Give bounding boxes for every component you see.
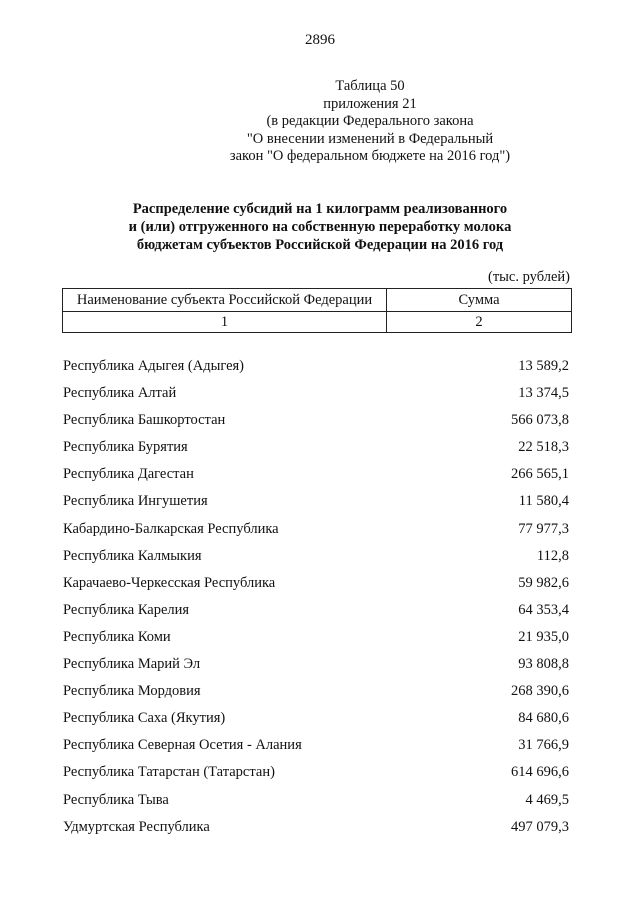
table-row (63, 759, 569, 786)
subsidy-amount: 497 079,3 (511, 818, 569, 835)
table-row (63, 597, 569, 624)
table-row (63, 380, 569, 407)
table-row (63, 705, 569, 732)
table-row (63, 624, 569, 651)
region-name: Республика Мордовия (63, 683, 201, 700)
region-name: Республика Татарстан (Татарстан) (63, 764, 275, 781)
region-name: Республика Алтай (63, 385, 177, 402)
region-name: Республика Башкортостан (63, 412, 226, 429)
subsidy-amount: 21 935,0 (518, 628, 569, 645)
subsidy-amount: 77 977,3 (518, 520, 569, 537)
table-header (62, 288, 572, 333)
table-body (63, 353, 569, 841)
subsidy-amount: 112,8 (536, 547, 569, 564)
region-name: Республика Адыгея (Адыгея) (63, 358, 245, 374)
region-name: Республика Марий Эл (63, 656, 201, 673)
region-name: Республика Калмыкия (63, 547, 202, 564)
column-header-name: Наименование субъекта Российской Федерации (63, 289, 387, 312)
title-line: бюджетам субъектов Российской Федерации на 2016 год (136, 237, 504, 253)
units-label: (тыс. рублей) (488, 269, 570, 285)
subsidy-amount: 4 469,5 (525, 791, 569, 808)
document-title (60, 200, 580, 254)
table-ref-line: Таблица 50 (335, 78, 405, 94)
table-row (63, 543, 569, 570)
table-row (63, 787, 569, 814)
title-line: и (или) отгруженного на собственную переработку молока (128, 219, 512, 235)
subsidy-amount: 31 766,9 (518, 737, 569, 754)
subsidy-amount: 13 589,2 (518, 358, 569, 374)
title-line: Распределение субсидий на 1 килограмм реализованного (132, 201, 508, 217)
subsidy-amount: 93 808,8 (518, 656, 569, 673)
table-reference (180, 78, 560, 166)
page-number: 2896 (305, 32, 335, 48)
subsidy-amount: 614 696,6 (511, 764, 569, 781)
table-ref-line: закон "О федеральном бюджете на 2016 год") (229, 148, 511, 164)
region-name: Республика Северная Осетия - Алания (63, 737, 302, 754)
subsidy-amount: 84 680,6 (518, 710, 569, 727)
table-row (63, 814, 569, 841)
subsidy-amount: 268 390,6 (511, 683, 569, 700)
region-name: Республика Саха (Якутия) (63, 710, 226, 727)
column-number-1: 1 (63, 312, 387, 333)
table-ref-line: приложения 21 (323, 95, 417, 112)
region-name: Республика Коми (63, 628, 171, 645)
region-name: Республика Дагестан (63, 466, 194, 483)
region-name: Республика Ингушетия (63, 493, 208, 510)
table-row (63, 516, 569, 543)
region-name: Карачаево-Черкесская Республика (63, 574, 276, 591)
table-row (63, 678, 569, 705)
table-row (63, 434, 569, 461)
table-row (63, 353, 569, 380)
region-name: Республика Карелия (63, 601, 190, 618)
region-name: Республика Бурятия (63, 439, 188, 456)
column-number-2: 2 (387, 312, 572, 333)
table-row (63, 570, 569, 597)
subsidy-amount: 566 073,8 (511, 412, 569, 429)
column-header-sum: Сумма (387, 289, 572, 312)
subsidy-amount: 64 353,4 (518, 601, 569, 618)
table-ref-line: (в редакции Федерального закона (266, 113, 474, 129)
subsidy-amount: 59 982,6 (518, 574, 569, 591)
table-row (63, 488, 569, 515)
subsidy-amount: 266 565,1 (511, 466, 569, 483)
table-row (63, 732, 569, 759)
table-row (63, 407, 569, 434)
table-ref-line: "О внесении изменений в Федеральный (246, 130, 494, 147)
table-row (63, 461, 569, 488)
region-name: Кабардино-Балкарская Республика (63, 520, 279, 537)
table-row (63, 651, 569, 678)
subsidy-amount: 13 374,5 (518, 385, 569, 402)
region-name: Удмуртская Республика (63, 818, 210, 835)
region-name: Республика Тыва (63, 791, 169, 808)
subsidy-amount: 11 580,4 (518, 493, 569, 510)
subsidy-amount: 22 518,3 (518, 439, 569, 456)
